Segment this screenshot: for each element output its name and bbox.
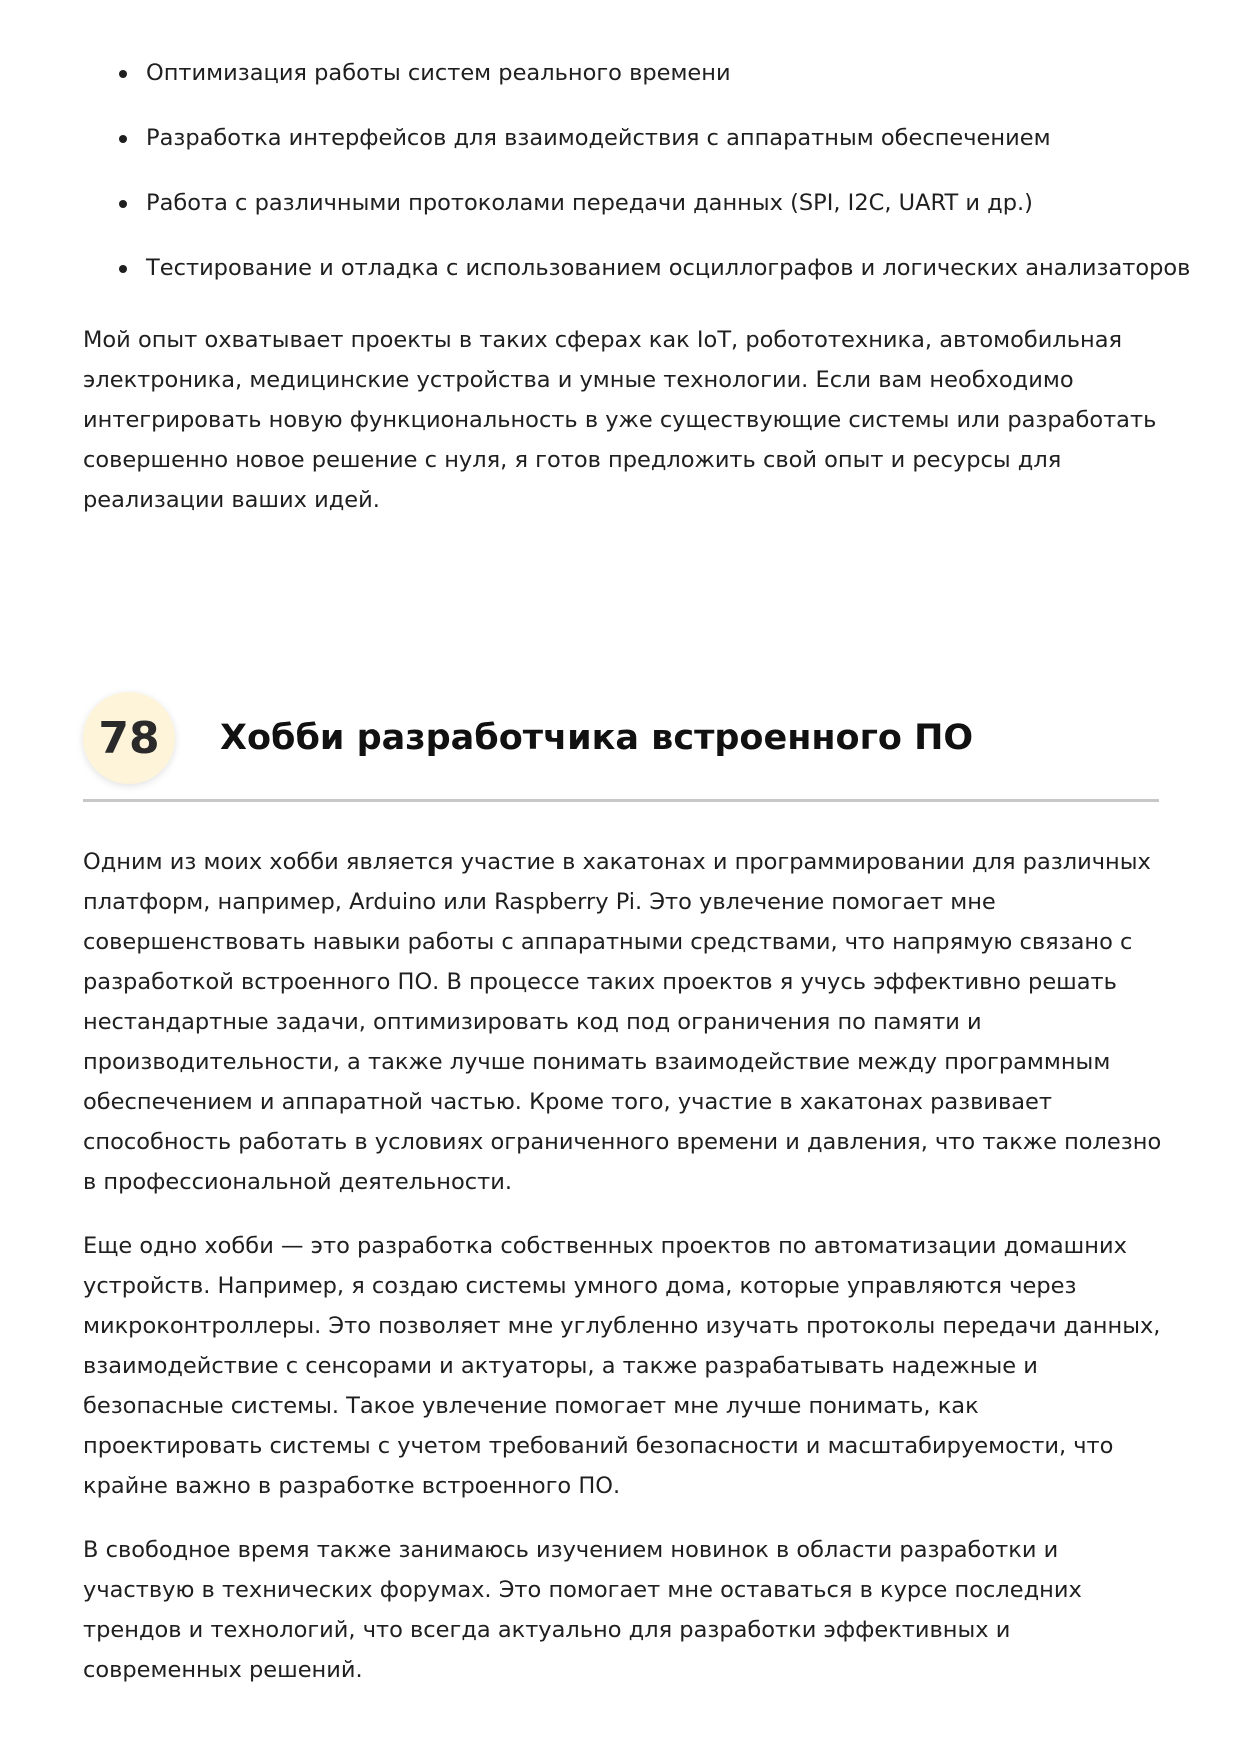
bullet-icon	[119, 135, 127, 143]
list-item	[146, 123, 1190, 153]
bullet-icon	[119, 265, 127, 273]
section-divider	[83, 799, 1159, 802]
section-paragraph: Еще одно хобби — это разработка собственных проектов по автоматизации домашних устройств. Например, я создаю системы умного дома, которые управляются через микроконтроллеры. Это позволяет мне углубленно изучать протоколы передачи данных, взаимодействие с сенсорами и актуаторы, а также разрабатывать надежные и безопасные системы. Такое увлечение помогает мне лучше понимать, как проектировать системы с учетом требований безопасности и масштабируемости, что крайне важно в разработке встроенного ПО.	[83, 1233, 1161, 1499]
section-number-badge: 78	[83, 692, 175, 784]
list-item	[146, 188, 1190, 218]
list-item-text: Тестирование и отладка с использованием осциллографов и логических анализаторов	[146, 255, 1191, 281]
section-header	[83, 690, 1159, 802]
bullet-icon	[119, 200, 127, 208]
bullet-icon	[119, 70, 127, 78]
list-item-text: Работа с различными протоколами передачи данных (SPI, I2C, UART и др.)	[146, 190, 1033, 216]
intro-paragraph: Мой опыт охватывает проекты в таких сферах как IoT, робототехника, автомобильная электроника, медицинские устройства и умные технологии. Если вам необходимо интегрировать новую функциональность в уже существующие системы или разработать совершенно новое решение с нуля, я готов предложить свой опыт и ресурсы для реализации ваших идей.	[83, 327, 1157, 513]
list-item-text: Оптимизация работы систем реального времени	[146, 60, 731, 86]
list-item-text: Разработка интерфейсов для взаимодействия с аппаратным обеспечением	[146, 125, 1051, 151]
section-paragraph: В свободное время также занимаюсь изучением новинок в области разработки и участвую в технических форумах. Это помогает мне оставаться в курсе последних трендов и технологий, что всегда актуально для разработки эффективных и современных решений.	[83, 1537, 1082, 1683]
section-paragraph: Одним из моих хобби является участие в хакатонах и программировании для различных платформ, например, Arduino или Raspberry Pi. Это увлечение помогает мне совершенствовать навыки работы с аппаратными средствами, что напрямую связано с разработкой встроенного ПО. В процессе таких проектов я учусь эффективно решать нестандартные задачи, оптимизировать код под ограничения по памяти и производительности, а также лучше понимать взаимодействие между программным обеспечением и аппаратной частью. Кроме того, участие в хакатонах развивает способность работать в условиях ограниченного времени и давления, что также полезно в профессиональной деятельности.	[83, 849, 1162, 1195]
list-item	[146, 253, 1190, 283]
skills-list	[146, 58, 1190, 318]
list-item	[146, 58, 1190, 88]
section-title: Хобби разработчика встроенного ПО	[220, 718, 974, 758]
